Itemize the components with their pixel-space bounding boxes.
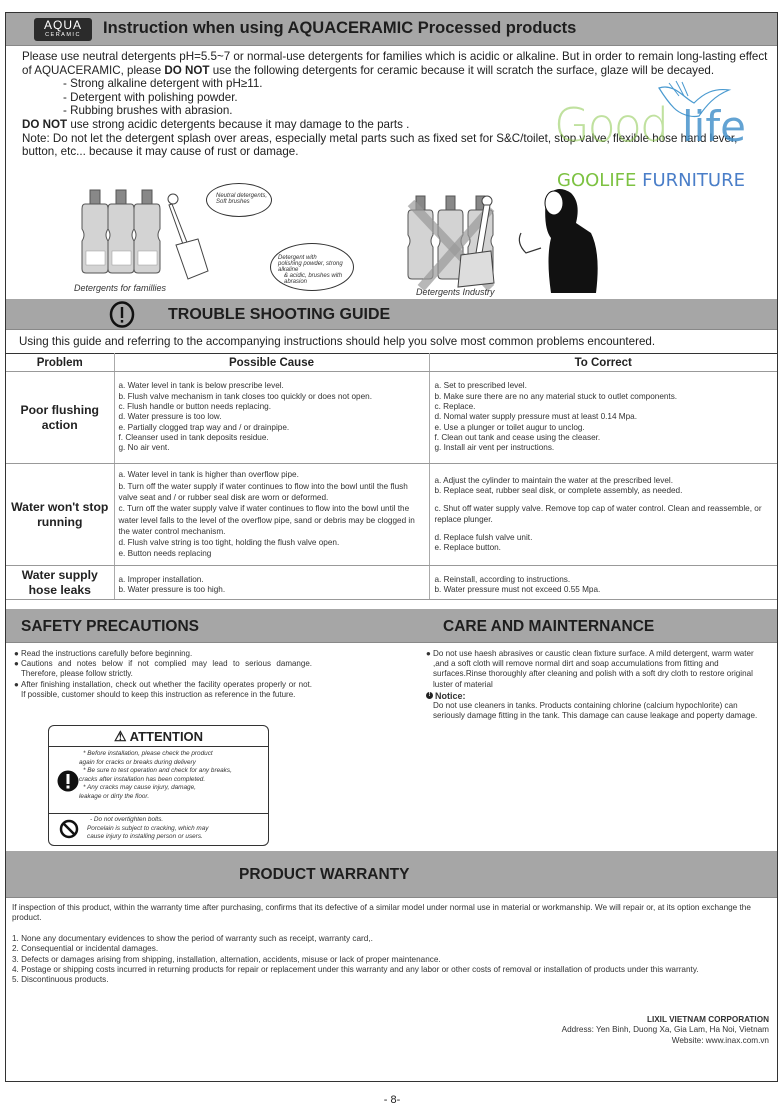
table-row	[6, 566, 777, 600]
problem-cell: Water supply hose leaks	[6, 566, 114, 600]
troubleshooting-band	[6, 299, 777, 330]
warranty-item: 3. Defects or damages arising from shipping, installation, alternation, accidents, misuse or lack of proper maintenance.	[12, 954, 441, 964]
exclamation-circle-icon	[109, 301, 135, 328]
troubleshooting-title: TROUBLE SHOOTING GUIDE	[168, 306, 391, 323]
company-name: LIXIL VIETNAM CORPORATION	[646, 1015, 769, 1024]
intro-text	[22, 50, 772, 159]
watermark-subtitle: GOOLIFE FURNITURE	[557, 170, 745, 191]
attention-title: ATTENTION	[129, 729, 204, 744]
warranty-intro: If inspection of this product, within the warranty time after purchasing, confirms that its defective of a similar model under normal use in material or workmanship. We will repair or, at its option exchange the product.	[12, 903, 751, 923]
cause-cell: a. Water level in tank is below prescribe level. b. Flush valve mechanism in tank closes too quickly or does not open. c. Flush handle or button needs replacing. d. Water pressure is too low. e. Partially clogged trap way and / or drainpipe. f. Cleanser used in tank deposits residue. g. No air vent.	[114, 372, 429, 464]
watermark-life: life	[682, 102, 746, 151]
care-bullet: ● Do not use haesh abrasives or caustic clean fixture surface. A mild detergent, warm water ,and a soft cloth will remove normal dirt and soap accumulations from fitting and surfaces.Rinse thoroughly after cleaning and polish with a soft dry cloth to restore original luster of material	[426, 649, 754, 689]
warranty-text	[12, 903, 764, 986]
families-speech-bubble: Neutral detergents, Soft brushes	[206, 183, 272, 217]
troubleshooting-note: Using this guide and referring to the accompanying instructions should help you solve most common problems encountered.	[19, 335, 656, 348]
notice-heading: ! Notice:	[426, 691, 766, 701]
detergent-illustration	[6, 163, 779, 303]
company-website: Website: www.inax.com.vn	[671, 1035, 769, 1045]
safety-bullets	[14, 649, 312, 700]
intro-paragraph: Please use neutral detergents pH=5.5~7 or normal-use detergents for families which is acidic or alkaline. But in order to remain long-lasting effect of AQUACERAMIC, please DO NOT use the following detergents for ceramic because it will scratch the surface, glaze will be decayed.	[22, 50, 768, 77]
column-header-correct: To Correct	[429, 354, 777, 372]
problem-cell: Water won't stop running	[6, 464, 114, 566]
care-title: CARE AND MAINTERNANCE	[443, 618, 655, 635]
warranty-item: 1. None any documentary evidences to show the period of warranty such as receipt, warranty card,.	[12, 933, 373, 943]
column-header-cause: Possible Cause	[114, 354, 429, 372]
company-info	[562, 1015, 769, 1046]
warranty-band	[6, 851, 777, 898]
warranty-item: 2. Consequential or incidental damages.	[12, 944, 159, 954]
fix-cell: a. Adjust the cylinder to maintain the water at the prescribed level. b. Replace seat, rubber seal disk, or complete assembly, as needed. c. Shut off water supply valve. Remove top cap of water control. Clean and reassemble, or replace plunger. d. Replace fulsh valve unit. e. Replace button.	[429, 464, 777, 566]
cause-cell: a. Water level in tank is higher than overflow pipe. b. Turn off the water supply if water continues to flow into the bowl until the flush valve seat and / or rubber seal disk are worn or deformed. c. Turn off the water supply valve if water continues to flow into the bowl until the water level falls to the level of the overflow pipe, sand or debris may be clogged in the water control mechanism. d. Flush valve string is too tight, holding the flush valve open. e. Button needs replacing	[114, 464, 429, 566]
detergent-drawing	[6, 163, 779, 303]
cause-cell: a. Improper installation. b. Water pressure is too high.	[114, 566, 429, 600]
industry-speech-bubble: Detergent with polishing powder, strong alkaline & acidic, brushes with abrasion	[270, 243, 354, 291]
warning-triangle-icon: ⚠	[113, 728, 127, 744]
page-number: - 8-	[383, 1094, 401, 1106]
attention-header	[49, 726, 268, 747]
warranty-item: 4. Postage or shipping costs incurred in returning products for repair or replacement under this warranty and any labor or other costs of removal or installation of products under this warranty.	[12, 965, 699, 975]
page-frame	[5, 12, 778, 1082]
logo-top-text: AQUA	[43, 18, 82, 32]
aqua-ceramic-logo	[34, 18, 92, 41]
prohibited-icon	[59, 819, 79, 839]
intro-note: Note: Do not let the detergent splash over areas, especially metal parts such as fixed set for S&C/toilet, stop valve, flexible hose hand lever, button, etc... because it may cause of rust or damage.	[22, 131, 738, 159]
company-address: Address: Yen Binh, Duong Xa, Gia Lam, Ha Noi, Vietnam	[561, 1025, 769, 1035]
watermark-good: Good	[554, 98, 668, 152]
problem-cell: Poor flushing action	[6, 372, 114, 464]
acidic-warning: DO NOT use strong acidic detergents because it may damage to the parts .	[22, 117, 410, 131]
header-band	[6, 13, 777, 46]
attention-caution-text: * Before installation, please check the product again for cracks or breaks during delivery * Be sure to test operation and check for any breaks, cracks after installation has been completed. * Any cracks may cause injury, damage, leakage or dirty the floor.	[79, 750, 232, 800]
attention-prohibit-section	[49, 814, 268, 845]
column-header-problem: Problem	[6, 354, 114, 372]
troubleshooting-table	[6, 353, 777, 600]
safety-bullet: ● After finishing installation, check out whether the facility operates properly or not. If possible, customer should to keep this instruction as reference in the future.	[14, 679, 312, 699]
safety-title: SAFETY PRECAUTIONS	[21, 618, 199, 635]
fix-cell: a. Reinstall, according to instructions. b. Water pressure must not exceed 0.55 Mpa.	[429, 566, 777, 600]
fix-cell: a. Set to prescribed level. b. Make sure there are no any material stuck to outlet components. c. Replace. d. Nomal water supply pressure must at least 0.14 Mpa. e. Use a plunger or toilet augur to unclog. f. Clean out tank and cease using the cleaser. g. Install air vent per instructions.	[429, 372, 777, 464]
intro-list-item: - Detergent with polishing powder.	[63, 90, 238, 104]
safety-care-band	[6, 609, 777, 643]
warranty-title: PRODUCT WARRANTY	[239, 866, 410, 883]
notice-icon: !	[426, 692, 433, 699]
intro-list-item: - Rubbing brushes with abrasion.	[63, 104, 233, 118]
safety-bullet: ● Read the instructions carefully before beginning.	[14, 649, 193, 658]
attention-box	[48, 725, 269, 846]
warranty-item: 5. Discontinuous products.	[12, 975, 109, 985]
notice-text: Do not use cleaners in tanks. Products containing chlorine (calcium hypochlorite) can seriously damage fitting in the tank. This damage can cause leakage and poperty damage.	[433, 701, 758, 721]
care-text	[426, 649, 766, 721]
table-row	[6, 372, 777, 464]
logo-bottom-text: CERAMIC	[45, 32, 81, 38]
table-row	[6, 464, 777, 566]
attention-prohibit-text: - Do not overtighten bolts. Porcelain is subject to cracking, which may cause injury to installing person or users.	[87, 816, 209, 841]
attention-caution-section	[49, 747, 268, 814]
page-title: Instruction when using AQUACERAMIC Processed products	[103, 19, 577, 37]
families-caption: Detergents for famillies	[74, 283, 167, 293]
safety-bullet: ● Cautions and notes below if not complied may lead to serious damange. Therefore, please follow strictly.	[14, 659, 312, 679]
industry-caption: Detergents Industry	[416, 287, 495, 297]
exclamation-filled-icon	[57, 770, 79, 792]
table-header-row	[6, 354, 777, 372]
intro-list-item: - Strong alkaline detergent with pH≥11.	[63, 77, 263, 91]
